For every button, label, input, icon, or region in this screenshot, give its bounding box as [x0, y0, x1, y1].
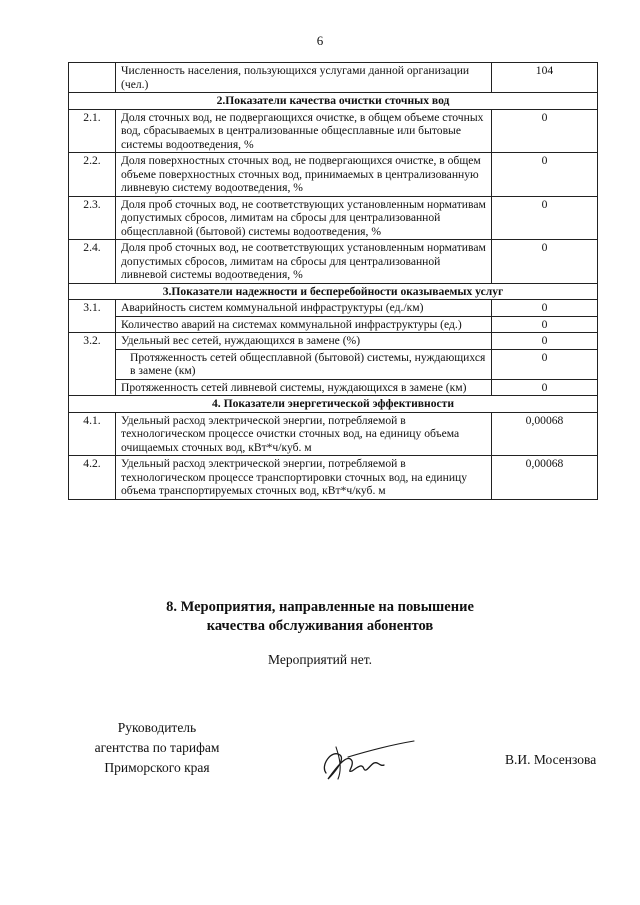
signer-name: В.И. Мосензова	[505, 752, 597, 767]
row-number: 2.2.	[69, 153, 116, 197]
section-heading	[0, 598, 640, 636]
row-description: Аварийность систем коммунальной инфраструктуры (ед./км)	[116, 300, 492, 317]
row-number: 4.1.	[69, 412, 116, 456]
table-row	[69, 412, 598, 456]
row-value: 104	[492, 63, 598, 93]
section-header-row	[69, 283, 598, 300]
signer-title-line: Приморского края	[104, 760, 210, 775]
row-description: Удельный расход электрической энергии, потребляемой в технологическом процессе очистки сточных вод, на единицу объема очищаемых сточных вод, кВт*ч/куб. м	[116, 412, 492, 456]
signature-stroke	[336, 747, 340, 779]
section-title: 4. Показатели энергетической эффективности	[69, 396, 598, 413]
row-value: 0	[492, 109, 598, 153]
section-heading-line: 8. Мероприятия, направленные на повышение	[166, 599, 474, 615]
row-number	[69, 63, 116, 93]
row-description: Протяженность сетей общесплавной (бытовой) системы, нуждающихся в замене (км)	[116, 349, 492, 379]
table-row	[69, 316, 598, 333]
signature-stroke	[348, 741, 414, 757]
row-value: 0,00068	[492, 456, 598, 500]
row-description: Доля сточных вод, не подвергающихся очистке, в общем объеме сточных вод, сбрасываемых в централизованные общесплавные или бытовые системы водоотведения, %	[116, 109, 492, 153]
table-row	[69, 456, 598, 500]
row-value: 0,00068	[492, 412, 598, 456]
row-value: 0	[492, 300, 598, 317]
row-description: Удельный вес сетей, нуждающихся в замене (%)	[116, 333, 492, 350]
row-description: Количество аварий на системах коммунальной инфраструктуры (ед.)	[116, 316, 492, 333]
row-value: 0	[492, 196, 598, 240]
row-number: 2.3.	[69, 196, 116, 240]
row-number: 3.2.	[69, 333, 116, 396]
row-value: 0	[492, 316, 598, 333]
section-title: 2.Показатели качества очистки сточных вод	[69, 93, 598, 110]
table-row	[69, 300, 598, 317]
row-number: 2.1.	[69, 109, 116, 153]
row-description: Доля проб сточных вод, не соответствующих установленным нормативам допустимых сбросов, лимитам на сбросы для централизованной общесплавной (бытовой) системы водоотведения, %	[116, 196, 492, 240]
section-title: 3.Показатели надежности и бесперебойности оказываемых услуг	[69, 283, 598, 300]
table-row	[69, 240, 598, 284]
row-value: 0	[492, 333, 598, 350]
indicators-table	[68, 62, 598, 500]
table-row	[69, 153, 598, 197]
row-description: Доля проб сточных вод, не соответствующих установленным нормативам допустимых сбросов, лимитам на сбросы для централизованной ливневой системы водоотведения, %	[116, 240, 492, 284]
signer-title-line: Руководитель	[117, 720, 197, 735]
page-number: 6	[316, 33, 324, 48]
row-number: 3.1.	[69, 300, 116, 333]
section-heading-line: качества обслуживания абонентов	[206, 618, 434, 634]
signer-title	[82, 718, 232, 778]
section-header-row	[69, 93, 598, 110]
row-number: 4.2.	[69, 456, 116, 500]
measures-text: Мероприятий нет.	[268, 652, 372, 667]
table-row	[69, 379, 598, 396]
row-value: 0	[492, 240, 598, 284]
table-row	[69, 349, 598, 379]
handwritten-signature	[318, 735, 418, 785]
table-row	[69, 109, 598, 153]
row-description: Доля поверхностных сточных вод, не подвергающихся очистке, в общем объеме поверхностных сточных вод, принимаемых в централизованную ливневую систему водоотведения, %	[116, 153, 492, 197]
row-description: Протяженность сетей ливневой системы, нуждающихся в замене (км)	[116, 379, 492, 396]
row-value: 0	[492, 349, 598, 379]
section-header-row	[69, 396, 598, 413]
row-number: 2.4.	[69, 240, 116, 284]
row-value: 0	[492, 153, 598, 197]
signer-title-line: агентства по тарифам	[94, 740, 220, 755]
row-value: 0	[492, 379, 598, 396]
row-description: Удельный расход электрической энергии, потребляемой в технологическом процессе транспортировки сточных вод, на единицу объема транспортируемых сточных вод, кВт*ч/куб. м	[116, 456, 492, 500]
table-row	[69, 196, 598, 240]
table-row	[69, 63, 598, 93]
table-row	[69, 333, 598, 350]
signature-stroke	[324, 754, 384, 779]
row-description: Численность населения, пользующихся услугами данной организации (чел.)	[116, 63, 492, 93]
